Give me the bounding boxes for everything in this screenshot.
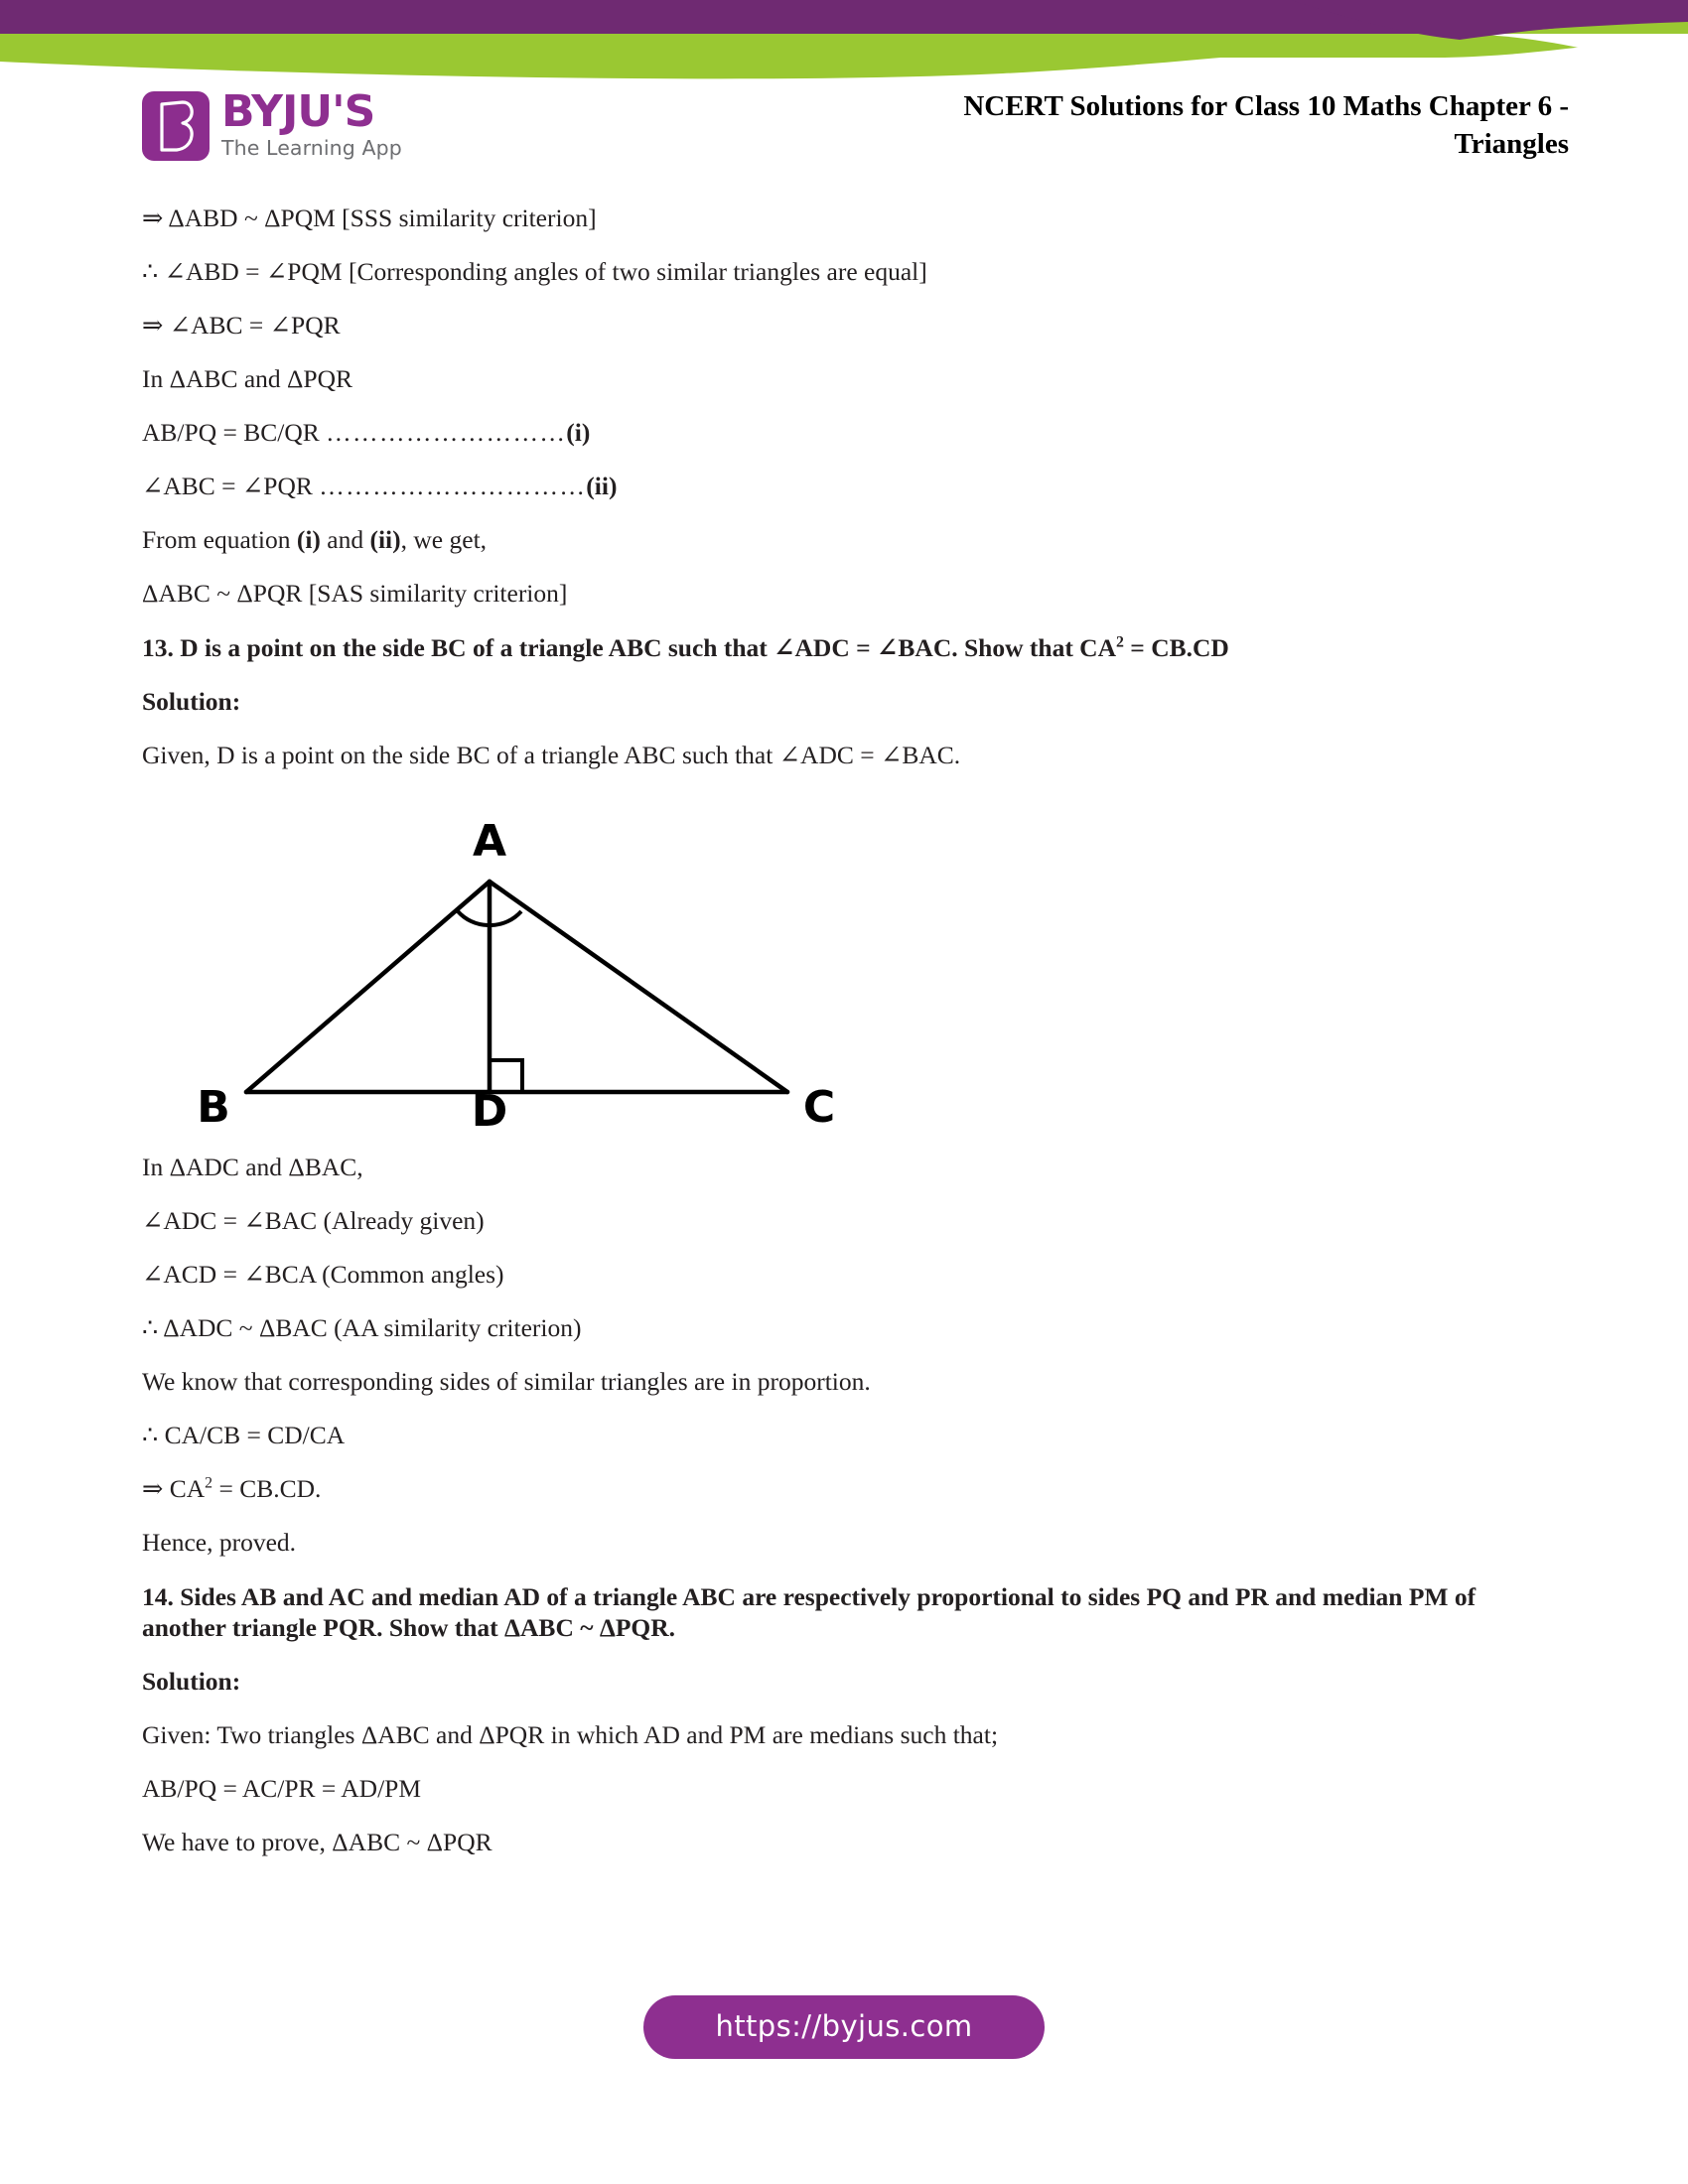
ca-squared-prefix: ⇒ CA [142,1474,206,1503]
solution-label-13: Solution: [142,687,241,716]
text-line-in-adc-bac: In ΔADC and ΔBAC, [142,1153,363,1181]
equation-i-ref: (i) [566,418,591,447]
figure-label-B: B [197,1082,230,1127]
byjus-logo-mark-icon [142,91,210,161]
question-14-line1: 14. Sides AB and AC and median AD of a triangle ABC are respectively proportional to sides PQ and PR and [142,1582,1317,1611]
top-banner [0,0,1688,89]
from-equation-ref-i: (i) [296,525,321,554]
given-statement-14: Given: Two triangles ΔABC and ΔPQR in which AD and PM are medians such that; [142,1720,999,1749]
angle-mark-BAD [458,911,488,925]
from-equation-conj: and [320,525,370,554]
text-line-hence-proved: Hence, proved. [142,1528,297,1557]
text-line-similarity-sss: ⇒ ΔABD ~ ΔPQM [SSS similarity criterion] [142,204,597,232]
text-line-ratio-ca-cb: ∴ CA/CB = CD/CA [142,1421,346,1449]
equation-ii-text: ∠ABC = ∠PQR [142,472,320,500]
page-title [715,87,1569,163]
text-line-proportion-rule: We know that corresponding sides of similar triangles are in proportion. [142,1367,871,1396]
from-equation-prefix: From equation [142,525,297,554]
text-line-aa-similarity: ∴ ΔADC ~ ΔBAC (AA similarity criterion) [142,1313,582,1342]
triangle-figure-abc [142,794,837,1127]
from-equation-suffix: , we get, [400,525,488,554]
text-line-angle-acd-bca: ∠ACD = ∠BCA (Common angles) [142,1260,504,1289]
question-13-text-b: = CB.CD [1123,633,1229,662]
question-14-line2: median PM of another triangle PQR. Show that ΔABC ~ ΔPQR. [142,1582,1477,1642]
page-title-line1: NCERT Solutions for Class 10 Maths Chapter 6 - [963,90,1569,122]
text-line-in-abc-pqr: In ΔABC and ΔPQR [142,364,353,393]
page-footer [0,1995,1688,2059]
question-14-heading [142,1581,1552,1643]
segment-AC [490,882,787,1092]
byjus-logo [142,86,440,169]
text-line-median-ratios: AB/PQ = AC/PR = AD/PM [142,1774,422,1803]
b-letter-glyph-icon [156,100,196,152]
given-statement-13: Given, D is a point on the side BC of a triangle ABC such that ∠ADC = ∠BAC. [142,741,961,769]
text-line-angle-abc-pqr: ⇒ ∠ABC = ∠PQR [142,311,341,340]
solution-label-14: Solution: [142,1667,241,1696]
figure-label-D: D [471,1086,508,1127]
equation-i-text: AB/PQ = BC/QR [142,418,327,447]
question-13-superscript: 2 [1116,633,1124,651]
text-line-sas-conclusion: ΔABC ~ ΔPQR [SAS similarity criterion] [142,579,568,608]
ca-squared-superscript: 2 [205,1474,213,1492]
equation-ii-dots: ………………………… [319,472,587,500]
page-header [0,77,1688,187]
segment-BA [246,882,490,1092]
text-line-from-equations [142,525,1552,555]
text-line-ca-squared [142,1474,1552,1504]
byjus-brand-name: BYJU'S [221,86,375,137]
banner-green-bar [0,34,1445,58]
figure-label-C: C [802,1082,836,1127]
text-line-corresponding-angles: ∴ ∠ABD = ∠PQM [Corresponding angles of two similar triangles are equal] [142,257,927,286]
text-line-to-prove: We have to prove, ΔABC ~ ΔPQR [142,1828,492,1856]
from-equation-ref-ii: (ii) [369,525,401,554]
figure-label-A: A [472,816,507,867]
page-title-line2: Triangles [1454,128,1569,160]
byjus-logo-text [221,86,440,160]
byjus-tagline: The Learning App [221,136,402,160]
ca-squared-suffix: = CB.CD. [212,1474,322,1503]
document-body [142,204,1552,1881]
question-13-text-a: 13. D is a point on the side BC of a triangle ABC such that ∠ADC = ∠BAC. Show that CA [142,633,1117,662]
question-13-heading [142,632,1552,663]
equation-ii-ref: (ii) [586,472,618,500]
equation-ii [142,472,1552,501]
byjus-url-button[interactable]: https://byjus.com [643,1995,1044,2059]
text-line-angle-adc-bac: ∠ADC = ∠BAC (Already given) [142,1206,485,1235]
equation-i-dots: ……………………… [326,418,567,447]
angle-mark-DAC [492,911,521,925]
equation-i [142,418,1552,448]
